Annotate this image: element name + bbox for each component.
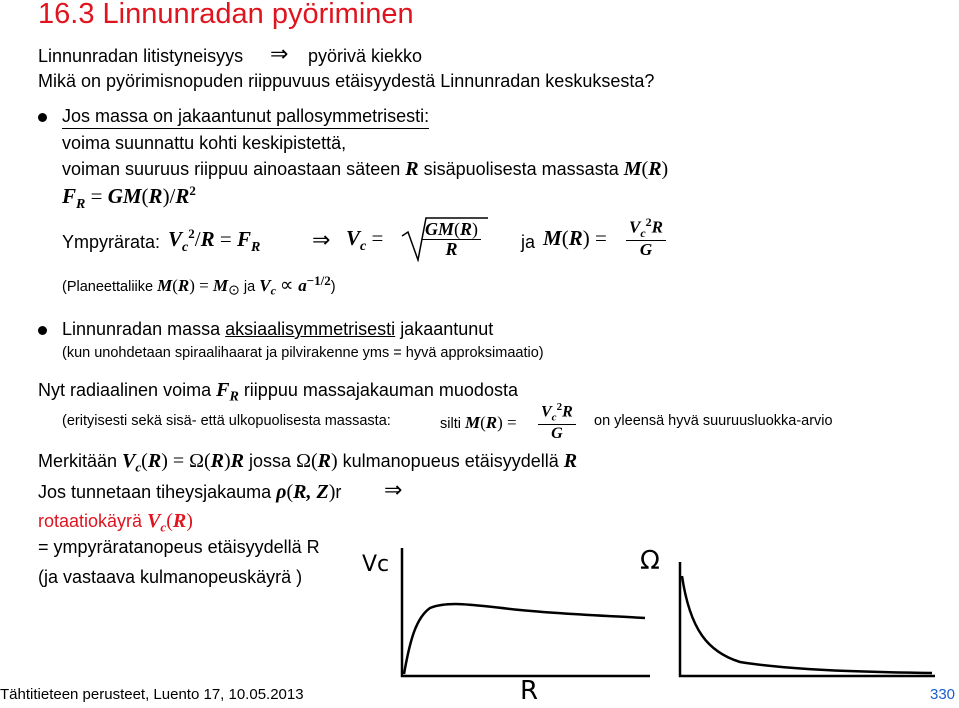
rotation-a: rotaatiokäyrä <box>38 511 143 531</box>
merkitaan-line: Merkitään $V_c(R) = \Omega(R)R$ jossa Ω(R) kulmanopueus etäisyydellä R <box>38 450 578 475</box>
density-a: Jos tunnetaan tiheysjakauma <box>38 482 272 502</box>
sketch-omega-curve <box>650 540 950 690</box>
intro-line1-left: Linnunradan litistyneisyys <box>38 46 244 66</box>
orbit-label: Ympyrärata: <box>62 232 161 252</box>
page-number: 330 <box>930 686 956 703</box>
bullet2-note: (kun unohdetaan spiraalihaarat ja pilvirakenne yms = hyvä approksimaatio) <box>62 345 544 361</box>
formula-orbit: $V_c^2/R = F_R$ <box>168 226 261 256</box>
rotation-c: (ja vastaava kulmanopeuskäyrä ) <box>38 567 303 587</box>
density-b: r <box>335 482 342 502</box>
sketch-vc-label: Vc <box>362 552 390 577</box>
sketch-omega-label: Ω <box>640 546 660 576</box>
fraction-vc2r-g: $\frac{V_c^2R}{G}$ <box>626 216 666 259</box>
merkitaan-b: jossa <box>249 451 292 471</box>
sketch-r-label: R <box>520 676 539 706</box>
footer-left: Tähtitieteen perusteet, Luento 17, 10.05.2013 <box>0 686 304 703</box>
formula-mass: M(R) = <box>543 226 607 250</box>
implies-arrow: ⇒ <box>384 478 403 503</box>
radial-note-b: silti M(R) = <box>440 413 517 432</box>
bullet1-line2: voima suunnattu kohti keskipistettä, <box>62 133 347 153</box>
implies-arrow: ⇒ <box>312 228 331 253</box>
radial-note-a: (erityisesti sekä sisä- että ulkopuolisesta massasta: <box>62 413 391 429</box>
merkitaan-a: Merkitään <box>38 451 118 471</box>
intro-line2: Mikä on pyörimisnopuden riippuvuus etäisyydestä Linnunradan keskuksesta? <box>38 71 655 91</box>
bullet2-line <box>62 319 493 340</box>
planet-a: (Planeettaliike <box>62 278 154 295</box>
density-line: Jos tunnetaan tiheysjakauma ρ(R, Z)r <box>38 481 342 503</box>
bullet1-line3-b: sisäpuolisesta massasta <box>423 159 619 179</box>
bullet2-underlined: aksiaalisymmetrisesti <box>225 319 396 339</box>
radial-line: Nyt radiaalinen voima $F_R$ riippuu massajakauman muodosta <box>38 379 518 405</box>
formula-FR: $F_R = GM(R)/R^2$ <box>62 183 196 213</box>
radial-silti: silti <box>440 416 461 432</box>
page-title: 16.3 Linnunradan pyöriminen <box>38 0 414 30</box>
planet-close: ) <box>330 278 336 295</box>
formula-vc: $V_c$ = <box>346 226 384 255</box>
rotation-b: = ympyräratanopeus etäisyydellä R <box>38 537 320 557</box>
radial-a: Nyt radiaalinen voima <box>38 380 212 400</box>
sketch-vc-curve <box>360 540 660 690</box>
orbit-ja: ja <box>521 232 536 252</box>
merkitaan-c: kulmanopueus etäisyydellä <box>342 451 559 471</box>
radial-b: riippuu massajakauman muodosta <box>243 380 518 400</box>
fraction-vc2r-g-small: $\frac{V_c^2R}{G}$ <box>538 402 576 443</box>
bullet1-line3-a: voiman suuruus riippuu ainoastaan säteen <box>62 159 401 179</box>
bullet2-b: jakaantunut <box>400 319 494 339</box>
bullet-dot <box>38 326 47 335</box>
bullet1-lead: Jos massa on jakaantunut pallosymmetrisesti: <box>62 106 429 129</box>
intro-line1-right: pyörivä kiekko <box>308 46 423 66</box>
bullet2-a: Linnunradan massa <box>62 319 221 339</box>
bullet1-line3: voiman suuruus riippuu ainoastaan säteen R sisäpuolisesta massasta M(R) <box>62 158 669 180</box>
bullet-dot <box>38 113 47 122</box>
planet-ja: ja <box>243 278 256 295</box>
radial-note-c: on yleensä hyvä suuruusluokka-arvio <box>594 413 833 429</box>
planet-line: (Planeettaliike $M(R) = M_⊙$ ja $V_c \propto a^{-1/2}$) <box>62 273 336 299</box>
sqrt-fraction: $\frac{GM(R)}{R}$ <box>422 220 481 260</box>
implies-arrow: ⇒ <box>270 42 289 67</box>
rotation-line: rotaatiokäyrä $V_c(R)$ <box>38 510 193 535</box>
